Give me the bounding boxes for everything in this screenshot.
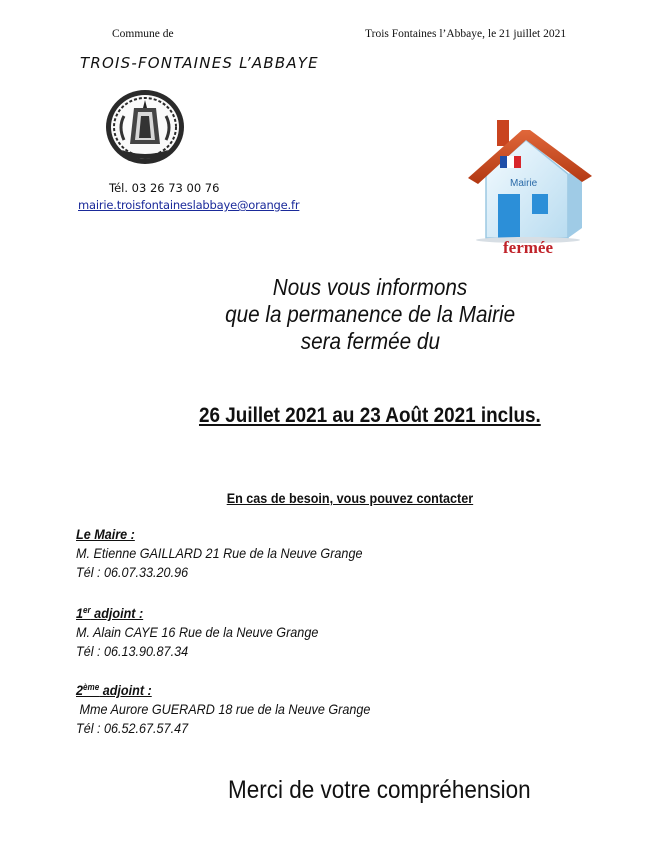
notice-line-1: Nous vous informons [272, 274, 468, 300]
closure-dates-text: 26 Juillet 2021 au 23 Août 2021 inclus. [199, 404, 541, 427]
thanks-message [228, 776, 564, 805]
contact-mayor [76, 525, 394, 582]
notice-line-3: sera fermée du [300, 328, 440, 354]
contact-phone: Tél : 06.52.67.57.47 [76, 720, 189, 736]
notice-line-2: que la permanence de la Mairie [225, 301, 515, 327]
contact-name-address: M. Alain CAYE 16 Rue de la Neuve Grange [76, 624, 319, 640]
contact-role: 1er adjoint : [76, 605, 144, 621]
contact-role: 2ème adjoint : [76, 682, 152, 698]
contact-phone: Tél : 06.13.90.87.34 [76, 643, 189, 659]
contact-role: Le Maire : [76, 526, 135, 542]
date-line: Trois Fontaines l’Abbaye, le 21 juillet 2021 [365, 28, 567, 40]
closure-notice [130, 274, 610, 355]
commune-label: Commune de [112, 28, 174, 40]
house-sign-label: Mairie [510, 178, 538, 189]
phone-number: Tél. 03 26 73 00 76 [109, 181, 220, 195]
thanks-message-text: Merci de votre compréhension [228, 776, 531, 804]
contact-first-deputy [76, 601, 345, 661]
closed-town-hall-house-icon [464, 116, 594, 256]
contact-phone: Tél : 06.07.33.20.96 [76, 564, 189, 580]
closure-dates [170, 404, 570, 428]
contact-intro [150, 490, 550, 506]
contact-name-address: M. Etienne GAILLARD 21 Rue de la Neuve Grange [76, 545, 363, 561]
commune-seal-emblem [104, 88, 186, 166]
email-link[interactable]: mairie.troisfontaineslabbaye@orange.fr [78, 198, 300, 212]
contact-name-address: Mme Aurore GUERARD 18 rue de la Neuve Grange [76, 701, 371, 717]
contact-second-deputy [76, 678, 403, 738]
contact-intro-text: En cas de besoin, vous pouvez contacter [226, 490, 474, 506]
town-name: TROIS-FONTAINES L’ABBAYE [80, 54, 319, 72]
closed-status-label: fermée [502, 238, 554, 256]
